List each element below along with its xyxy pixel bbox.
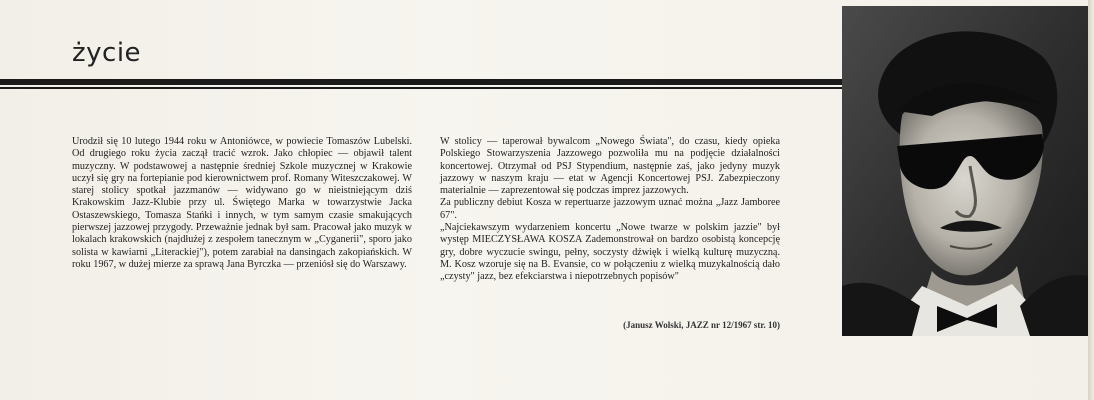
right-paragraph-1: W stolicy — taperował bywalcom „Nowego Świata", do czasu, kiedy opieka Polskiego Stowarzyszenia Jazzowego pozwoliła mu na podjęcie działalności koncertowej. Otrzymał od PSJ Stypendium, następnie zaś, jako jedyny muzyk jazzowy w naszym kraju — etat w Agencji Koncertowej PSJ. Zabezpieczony materialnie — zaprezentował się podczas imprez jazzowych.	[440, 136, 780, 197]
right-paragraph-3: „Najciekawszym wydarzeniem koncertu „Nowe twarze w polskim jazzie" był występ MIECZYSŁAWA KOSZA Zademonstrował on bardzo osobistą koncepcję gry, dobre wyczucie swingu, pełny, soczysty dźwięk i wielką kulturę muzyczną. M. Kosz wzoruje się na B. Evansie, co w połączeniu z wielką muzykalnością dało „czysty" jazz, bez efekciarstwa i niepotrzebnych popisów"	[440, 222, 780, 283]
portrait-photo	[842, 6, 1088, 336]
right-paragraph-2: Za publiczny debiut Kosza w repertuarze jazzowym uznać można „Jazz Jamboree 67".	[440, 197, 780, 221]
right-text-column	[440, 136, 780, 284]
portrait-illustration	[842, 6, 1088, 336]
left-paragraph-1: Urodził się 10 lutego 1944 roku w Antoniówce, w powiecie Tomaszów Lubelski. Od drugiego roku życia zaczął tracić wzrok. Jako chłopiec — objawił talent muzyczny. W podstawowej a następnie średniej Szkole muzycznej w Krakowie uczył się gry na fortepianie pod kierownictwem prof. Romany Witeszczakowej. W starej stolicy spotkał jazzmanów — widywano go w nieistniejącym dziś Krakowskim Jazz-Klubie przy ul. Świętego Marka w towarzystwie Jacka Ostaszewskiego, Tomasza Stańki i innych, w tym samym czasie smakujących pierwszej jazzowej przygody. Przeważnie jednak był sam. Pracował jako muzyk w lokalach krakowskich (najdłużej z zespołem tanecznym w „Cyganerii", sporo jako solista w kawiarni „Literackiej"), potem zarabiał na dansingach zakopiańskich. W roku 1967, w dużej mierze za sprawą Jana Byrczka — przeniósł się do Warszawy.	[72, 136, 412, 270]
source-citation: (Janusz Wolski, JAZZ nr 12/1967 str. 10)	[623, 320, 780, 330]
header-rule-thick	[0, 79, 842, 85]
header-rule-thin	[0, 87, 842, 89]
page-title: życie	[72, 38, 142, 68]
page-edge	[1088, 0, 1094, 400]
left-text-column	[72, 136, 412, 271]
